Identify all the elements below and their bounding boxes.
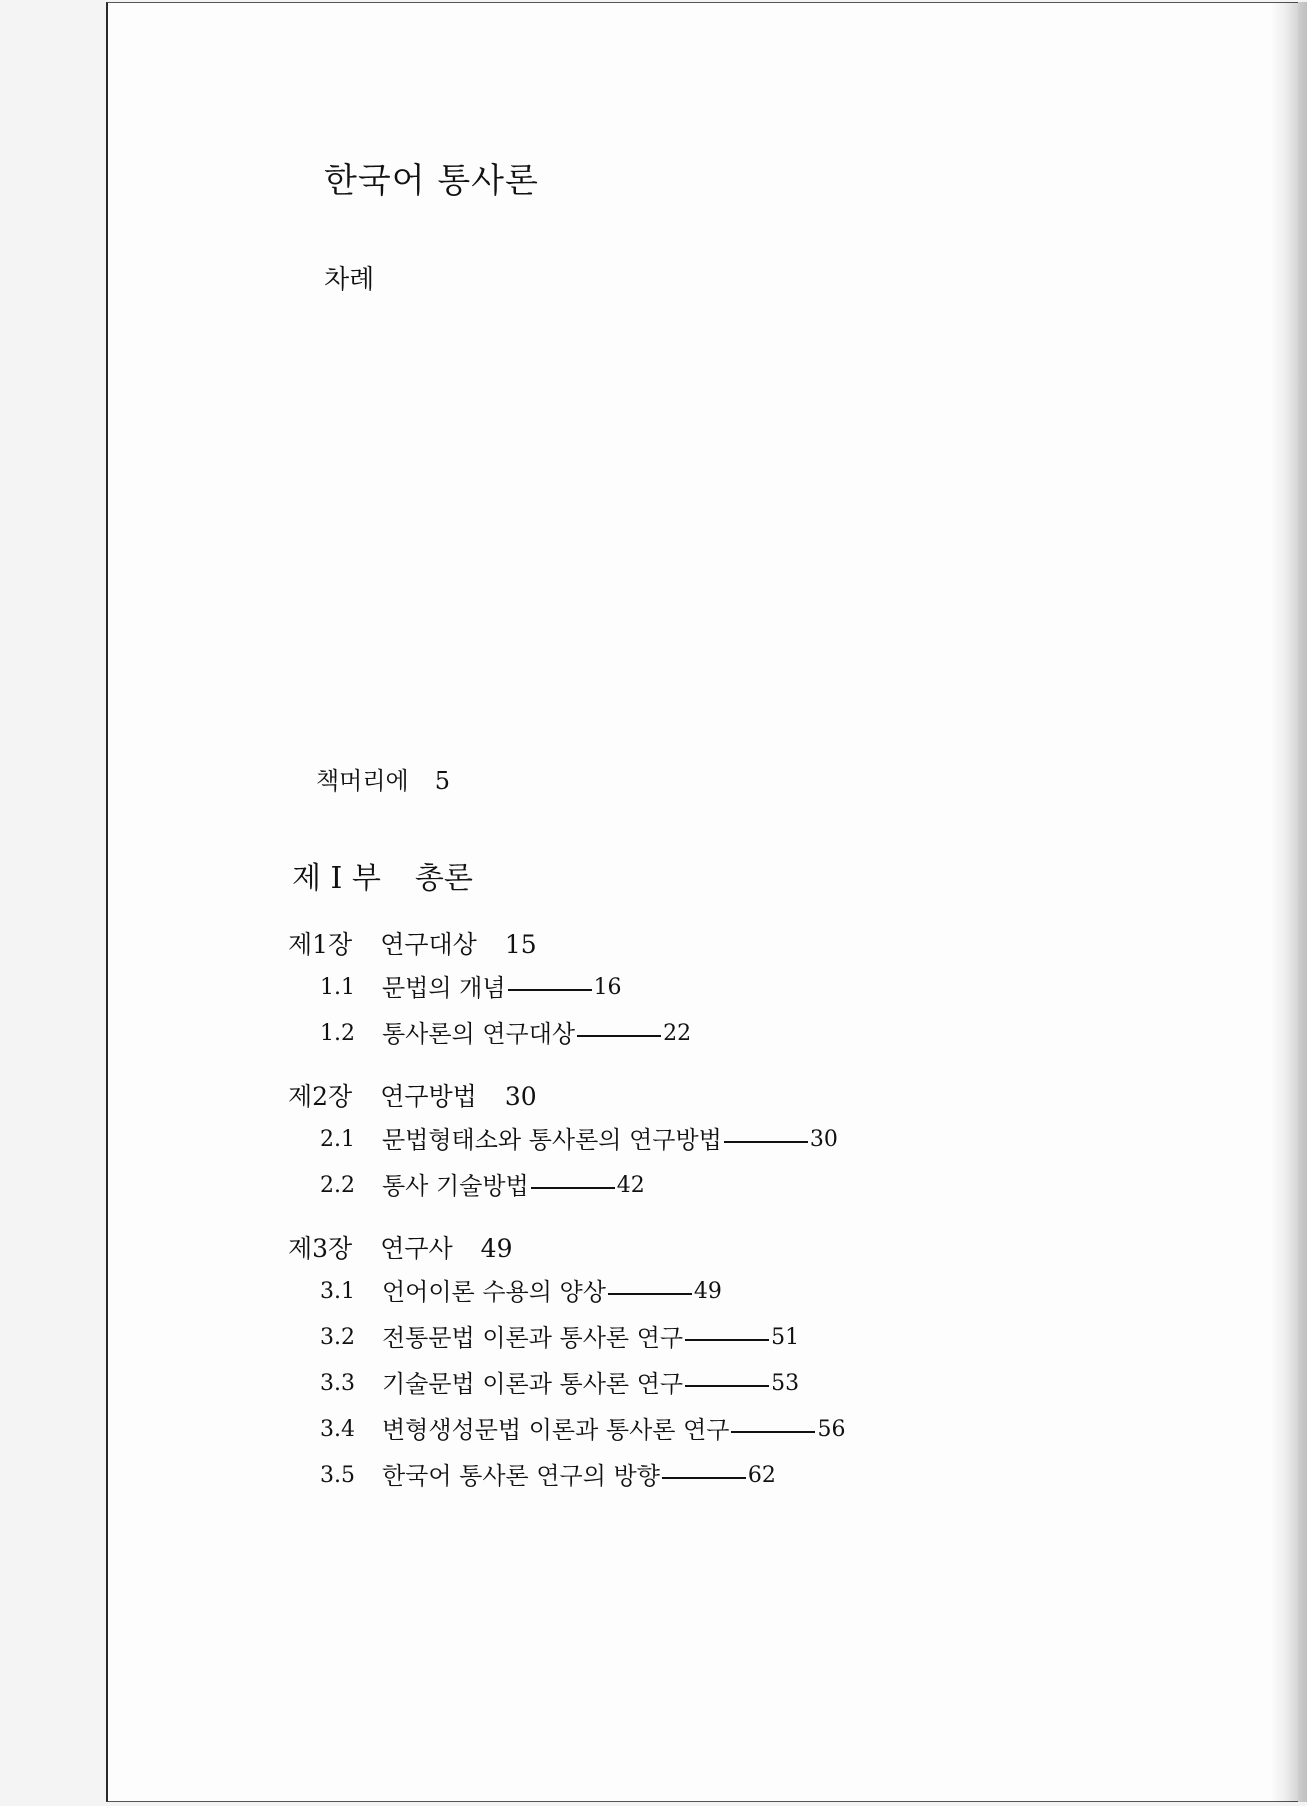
section-page: 51 [771, 1325, 800, 1350]
chapter-number: 제1장 [288, 930, 353, 959]
chapter-title[interactable] [288, 1077, 1188, 1117]
toc-entry-preface[interactable] [316, 761, 450, 796]
part-number: 제 I 부 [292, 861, 381, 896]
book-title: 한국어 통사론 [324, 161, 539, 201]
leader-line [731, 1431, 815, 1433]
chapter-title[interactable] [288, 925, 1188, 965]
section-number: 2.2 [320, 1173, 355, 1198]
chapter-name: 연구대상 [380, 930, 477, 959]
section-title: 언어이론 수용의 양상 [382, 1278, 606, 1306]
toc-list [288, 925, 1188, 1519]
leader-line [662, 1477, 746, 1479]
section-number: 3.2 [320, 1325, 355, 1350]
toc-section[interactable] [288, 1011, 1188, 1057]
leader-line [685, 1339, 769, 1341]
section-number: 1.1 [320, 975, 355, 1000]
toc-section[interactable] [288, 1315, 1188, 1361]
leader-line [531, 1187, 615, 1189]
section-page: 42 [616, 1173, 645, 1198]
toc-section[interactable] [288, 965, 1188, 1011]
chapter-1 [288, 925, 1188, 1057]
chapter-name: 연구사 [380, 1234, 453, 1263]
chapter-page: 49 [480, 1234, 513, 1263]
part-label: 총론 [414, 861, 473, 896]
document-page [106, 2, 1298, 1802]
leader-line [608, 1293, 692, 1295]
chapter-title[interactable] [288, 1229, 1188, 1269]
section-title: 전통문법 이론과 통사론 연구 [382, 1324, 684, 1352]
section-page: 22 [663, 1021, 692, 1046]
chapter-number: 제2장 [288, 1082, 353, 1111]
section-title: 문법형태소와 통사론의 연구방법 [382, 1126, 722, 1154]
toc-section[interactable] [288, 1453, 1188, 1499]
section-page: 53 [771, 1371, 800, 1396]
toc-section[interactable] [288, 1163, 1188, 1209]
leader-line [577, 1035, 661, 1037]
toc-heading: 차례 [324, 265, 375, 295]
section-title: 기술문법 이론과 통사론 연구 [382, 1370, 684, 1398]
section-title: 변형생성문법 이론과 통사론 연구 [382, 1416, 730, 1444]
section-title: 통사론의 연구대상 [382, 1020, 576, 1048]
preface-label: 책머리에 [316, 767, 409, 795]
toc-section[interactable] [288, 1407, 1188, 1453]
section-page: 16 [593, 975, 622, 1000]
chapter-2 [288, 1077, 1188, 1209]
section-page: 49 [693, 1279, 722, 1304]
part-title [292, 853, 473, 897]
page-edge-shadow [1270, 2, 1307, 1802]
preface-page: 5 [434, 767, 451, 795]
section-title: 한국어 통사론 연구의 방향 [382, 1462, 660, 1490]
section-number: 3.1 [320, 1279, 355, 1304]
leader-line [724, 1141, 808, 1143]
section-number: 3.5 [320, 1463, 355, 1488]
section-number: 3.3 [320, 1371, 355, 1396]
section-number: 2.1 [320, 1127, 355, 1152]
section-number: 1.2 [320, 1021, 355, 1046]
chapter-name: 연구방법 [380, 1082, 477, 1111]
toc-section[interactable] [288, 1361, 1188, 1407]
chapter-page: 30 [504, 1082, 537, 1111]
section-title: 문법의 개념 [382, 974, 506, 1002]
toc-section[interactable] [288, 1117, 1188, 1163]
chapter-page: 15 [504, 930, 537, 959]
section-number: 3.4 [320, 1417, 355, 1442]
chapter-number: 제3장 [288, 1234, 353, 1263]
leader-line [508, 989, 592, 991]
section-page: 62 [747, 1463, 776, 1488]
leader-line [685, 1385, 769, 1387]
section-page: 56 [817, 1417, 846, 1442]
section-page: 30 [809, 1127, 838, 1152]
section-title: 통사 기술방법 [382, 1172, 529, 1200]
toc-section[interactable] [288, 1269, 1188, 1315]
chapter-3 [288, 1229, 1188, 1499]
